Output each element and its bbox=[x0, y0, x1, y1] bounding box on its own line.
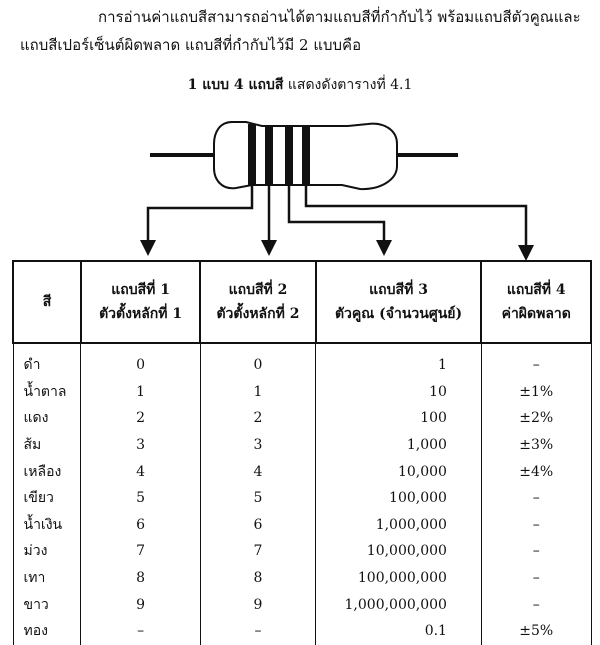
digit2-cell: 5 bbox=[200, 485, 315, 512]
table-row bbox=[13, 591, 591, 618]
digit2-cell: 6 bbox=[200, 512, 315, 539]
arrowhead-4 bbox=[518, 245, 534, 260]
digit2-cell: 1 bbox=[200, 379, 315, 406]
arrowhead-3 bbox=[376, 240, 392, 256]
color-cell: เหลือง bbox=[13, 458, 81, 485]
digit1-cell: 6 bbox=[81, 512, 200, 539]
multiplier-cell: 100,000,000 bbox=[316, 565, 482, 592]
tolerance-cell: – bbox=[481, 512, 591, 539]
multiplier-cell: 1 bbox=[316, 343, 482, 379]
tolerance-cell: ±1% bbox=[481, 379, 591, 406]
digit1-cell: 8 bbox=[81, 565, 200, 592]
multiplier-cell: 1,000 bbox=[316, 432, 482, 459]
table-row bbox=[13, 512, 591, 539]
band-3 bbox=[285, 125, 293, 185]
color-cell: น้ำเงิน bbox=[13, 512, 81, 539]
band-4 bbox=[302, 125, 310, 185]
digit1-cell: – bbox=[81, 618, 200, 645]
color-cell: ม่วง bbox=[13, 538, 81, 565]
multiplier-cell: 1,000,000,000 bbox=[316, 591, 482, 618]
table-row bbox=[13, 432, 591, 459]
header-color: สี bbox=[13, 261, 81, 343]
leader-line-1 bbox=[148, 186, 252, 240]
leader-line-4 bbox=[306, 186, 526, 245]
tolerance-cell: – bbox=[481, 565, 591, 592]
digit1-cell: 1 bbox=[81, 379, 200, 406]
color-cell: ส้ม bbox=[13, 432, 81, 459]
header-band-4: แถบสีที่ 4 ค่าผิดพลาด bbox=[481, 261, 591, 343]
multiplier-cell: 10 bbox=[316, 379, 482, 406]
table-row bbox=[13, 379, 591, 406]
header-band-3: แถบสีที่ 3 ตัวคูณ (จำนวนศูนย์) bbox=[316, 261, 482, 343]
table-header-row bbox=[13, 261, 591, 343]
digit2-cell: 8 bbox=[200, 565, 315, 592]
digit2-cell: 7 bbox=[200, 538, 315, 565]
color-cell: เขียว bbox=[13, 485, 81, 512]
paragraph-line-1: การอ่านค่าแถบสีสามารถอ่านได้ตามแถบสีที่กำกับไว้ พร้อมแถบสีตัวคูณและ bbox=[98, 8, 581, 26]
digit1-cell: 7 bbox=[81, 538, 200, 565]
paragraph-line-2: แถบสีเปอร์เซ็นต์ผิดพลาด แถบสีที่กำกับไว้มี 2 แบบคือ bbox=[20, 36, 362, 54]
color-cell: แดง bbox=[13, 405, 81, 432]
color-cell: เทา bbox=[13, 565, 81, 592]
tolerance-cell: ±2% bbox=[481, 405, 591, 432]
digit2-cell: 3 bbox=[200, 432, 315, 459]
table-row bbox=[13, 405, 591, 432]
multiplier-cell: 10,000,000 bbox=[316, 538, 482, 565]
multiplier-cell: 0.1 bbox=[316, 618, 482, 645]
multiplier-cell: 100,000 bbox=[316, 485, 482, 512]
tolerance-cell: – bbox=[481, 591, 591, 618]
caption bbox=[0, 74, 600, 96]
table-row bbox=[13, 538, 591, 565]
leader-line-3 bbox=[289, 186, 384, 240]
table-row bbox=[13, 485, 591, 512]
multiplier-cell: 10,000 bbox=[316, 458, 482, 485]
digit2-cell: 2 bbox=[200, 405, 315, 432]
color-cell: ทอง bbox=[13, 618, 81, 645]
digit2-cell: 0 bbox=[200, 343, 315, 379]
tolerance-cell: ±5% bbox=[481, 618, 591, 645]
tolerance-cell: – bbox=[481, 538, 591, 565]
digit2-cell: 4 bbox=[200, 458, 315, 485]
digit2-cell: – bbox=[200, 618, 315, 645]
tolerance-cell: – bbox=[481, 343, 591, 379]
band-1 bbox=[248, 124, 256, 186]
tolerance-cell: ±4% bbox=[481, 458, 591, 485]
digit2-cell: 9 bbox=[200, 591, 315, 618]
table-row bbox=[13, 343, 591, 379]
digit1-cell: 2 bbox=[81, 405, 200, 432]
tolerance-cell: – bbox=[481, 485, 591, 512]
tolerance-cell: ±3% bbox=[481, 432, 591, 459]
caption-bold: 1 แบบ 4 แถบสี bbox=[187, 77, 284, 93]
table-row bbox=[13, 565, 591, 592]
header-band-2: แถบสีที่ 2 ตัวตั้งหลักที่ 2 bbox=[200, 261, 315, 343]
digit1-cell: 4 bbox=[81, 458, 200, 485]
multiplier-cell: 1,000,000 bbox=[316, 512, 482, 539]
color-cell: ดำ bbox=[13, 343, 81, 379]
header-band-1: แถบสีที่ 1 ตัวตั้งหลักที่ 1 bbox=[81, 261, 200, 343]
digit1-cell: 5 bbox=[81, 485, 200, 512]
resistor-color-table bbox=[12, 260, 592, 645]
digit1-cell: 9 bbox=[81, 591, 200, 618]
band-2 bbox=[265, 125, 273, 185]
caption-rest: แสดงดังตารางที่ 4.1 bbox=[283, 77, 413, 93]
digit1-cell: 3 bbox=[81, 432, 200, 459]
color-cell: น้ำตาล bbox=[13, 379, 81, 406]
resistor-diagram bbox=[0, 110, 600, 260]
table-row bbox=[13, 458, 591, 485]
multiplier-cell: 100 bbox=[316, 405, 482, 432]
arrowhead-2 bbox=[261, 240, 277, 256]
digit1-cell: 0 bbox=[81, 343, 200, 379]
arrowhead-1 bbox=[140, 240, 156, 256]
table-row bbox=[13, 618, 591, 645]
color-cell: ขาว bbox=[13, 591, 81, 618]
